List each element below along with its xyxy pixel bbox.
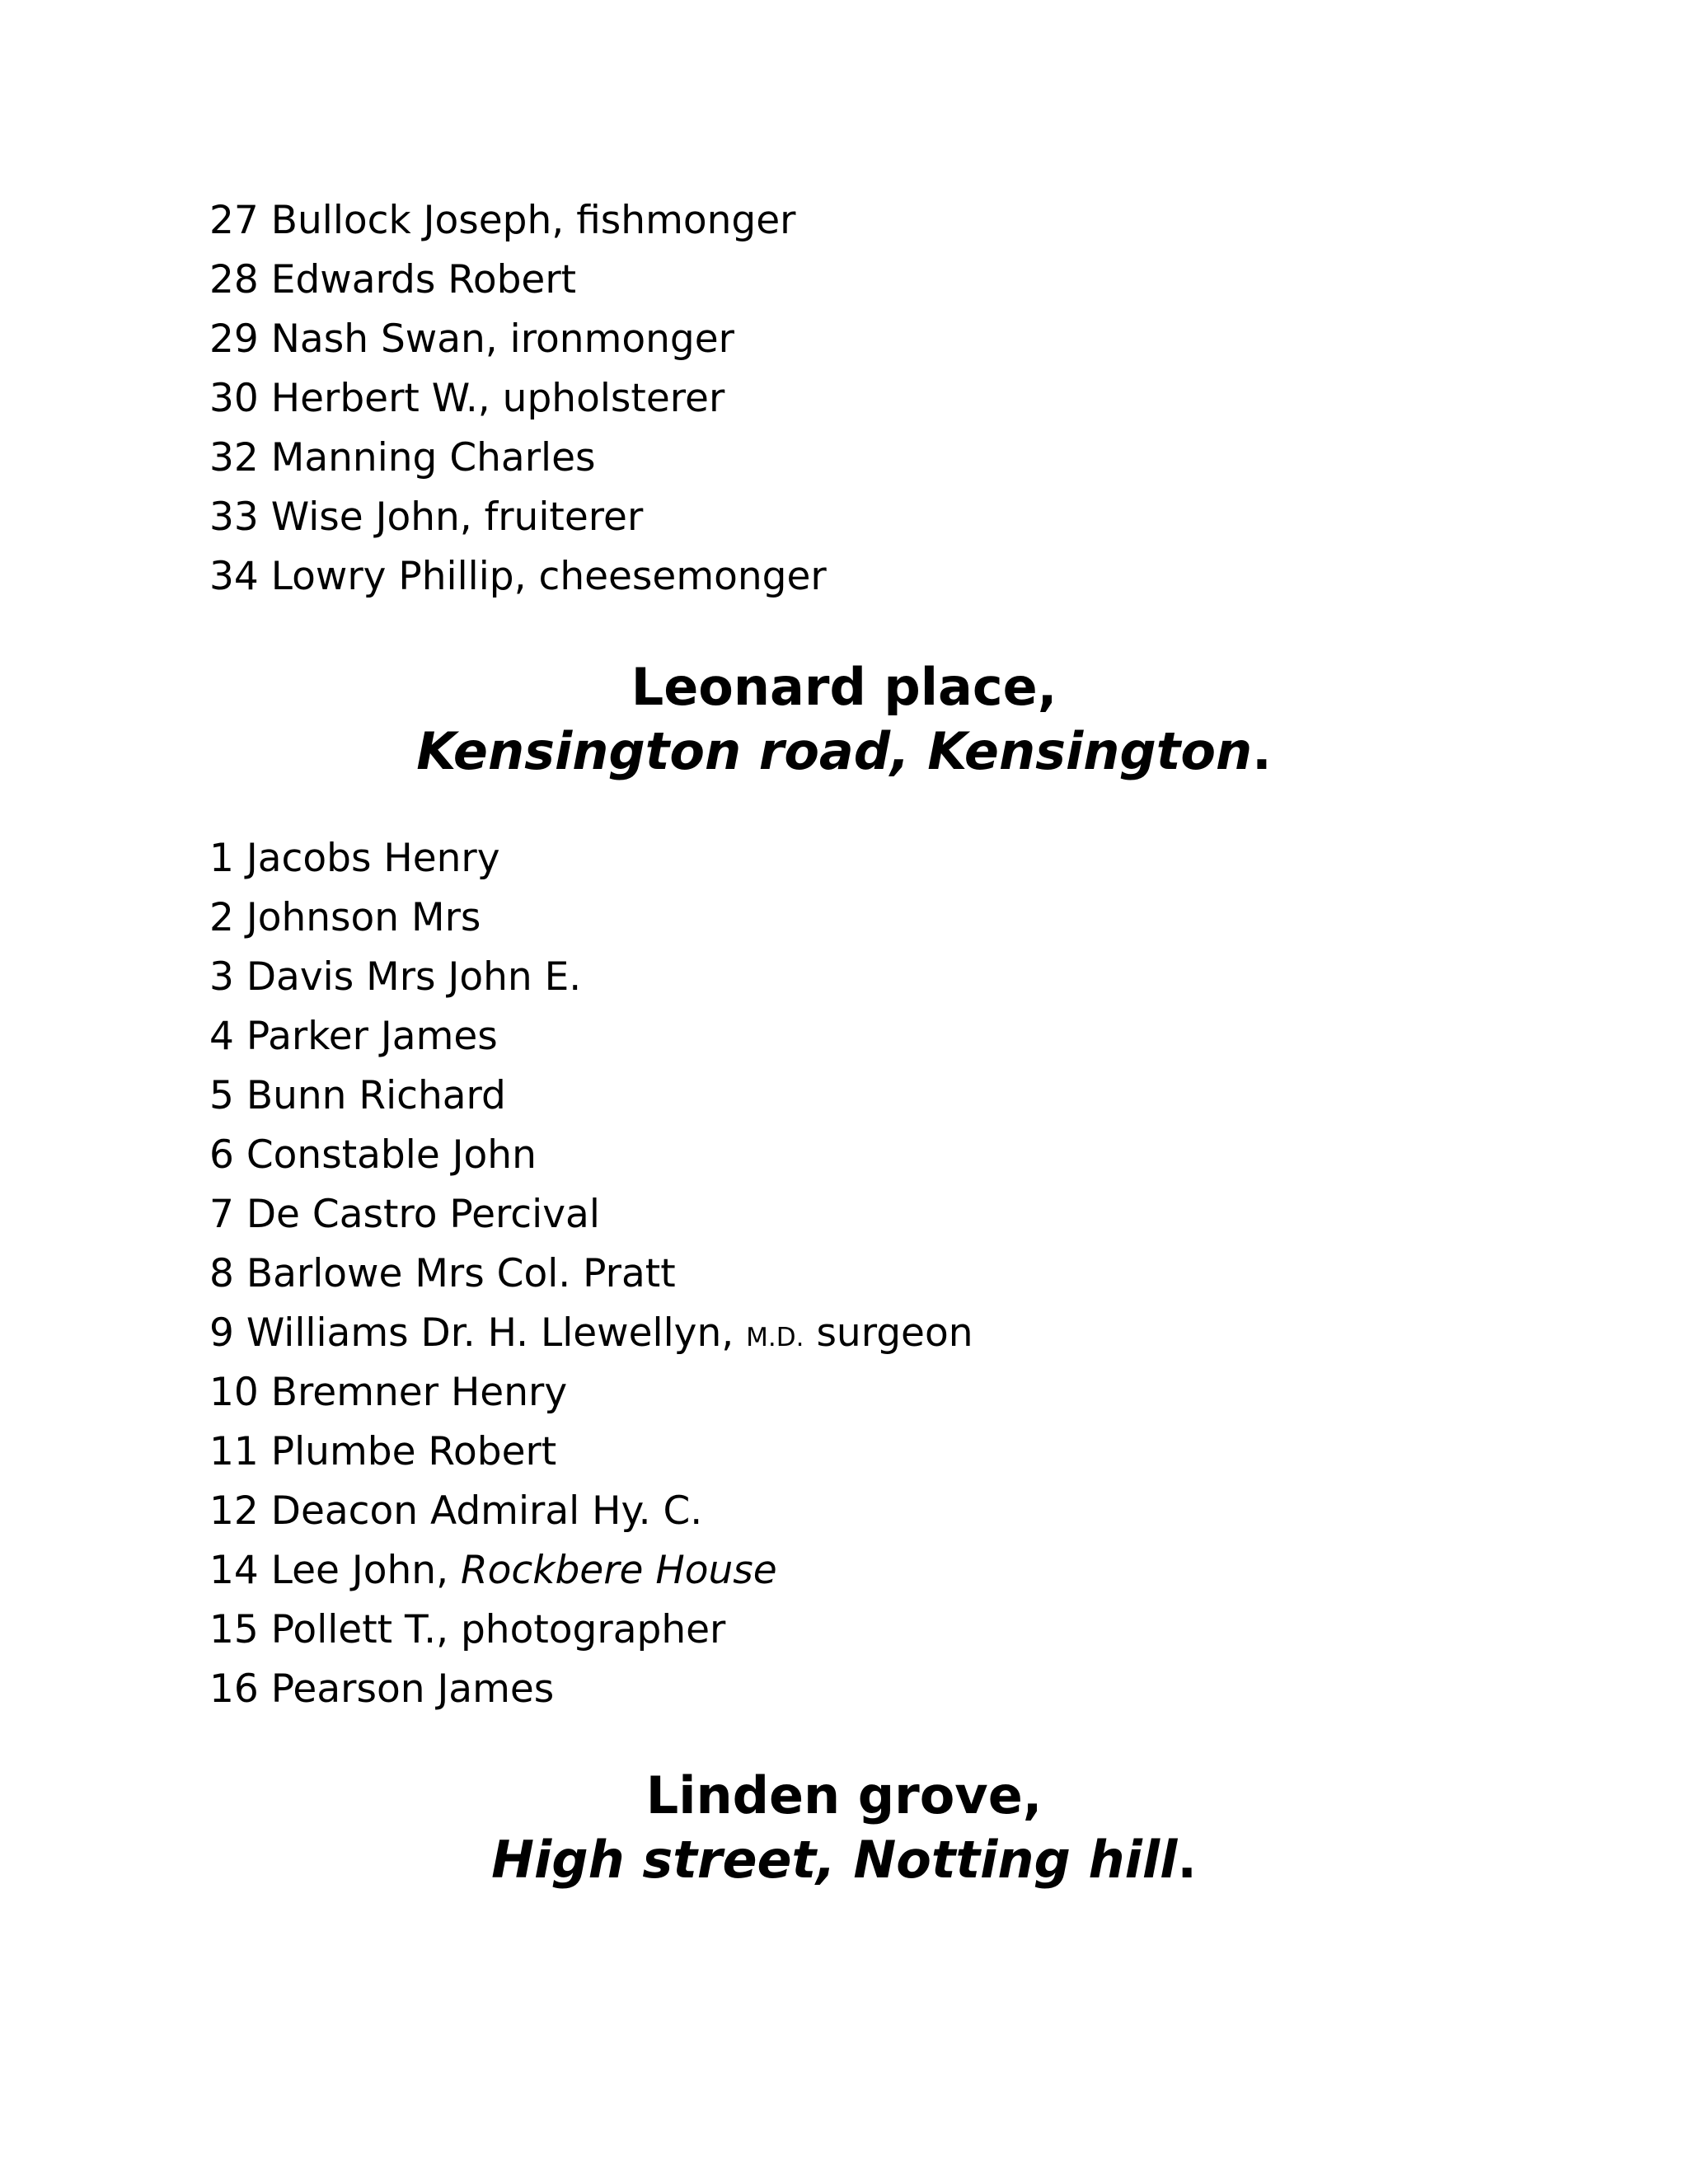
list-item: 5 Bunn Richard [209,1073,506,1118]
list-item: 28 Edwards Robert [209,257,577,302]
list-item: 27 Bullock Joseph, fishmonger [209,198,796,243]
list-item: 30 Herbert W., upholsterer [209,376,725,421]
list-item: 14 Lee John, Rockbere House [209,1548,777,1593]
list-item: 10 Bremner Henry [209,1370,568,1415]
list-item: 32 Manning Charles [209,435,596,480]
list-item: 3 Davis Mrs John E. [209,954,582,1000]
list-item: 1 Jacobs Henry [209,836,500,881]
list-item: 29 Nash Swan, ironmonger [209,316,734,362]
list-item: 7 De Castro Percival [209,1192,600,1237]
list-item: 33 Wise John, fruiterer [209,494,644,540]
list-item: 6 Constable John [209,1132,537,1178]
degree-abbreviation: M.D. [746,1323,804,1352]
section-title: Leonard place, [631,657,1057,717]
section-heading-leonard-place [0,655,1688,784]
house-name: Rockbere House [460,1548,777,1593]
list-item: 9 Williams Dr. H. Llewellyn, M.D. surgeon [209,1310,973,1356]
list-item: 11 Plumbe Robert [209,1429,557,1474]
section-subtitle-period: . [1177,1830,1197,1890]
list-item: 34 Lowry Phillip, cheesemonger [209,554,827,599]
list-item: 4 Parker James [209,1014,498,1059]
list-item: 8 Barlowe Mrs Col. Pratt [209,1251,676,1296]
residents-list-leonard-place [209,829,973,1719]
list-item: 2 Johnson Mrs [209,895,481,940]
residents-list-continued [209,191,827,607]
section-title: Linden grove, [645,1765,1043,1825]
section-heading-linden-grove [0,1764,1688,1892]
list-item: 16 Pearson James [209,1666,555,1712]
section-subtitle: High street, Notting hill [491,1830,1178,1890]
section-subtitle: Kensington road, Kensington [416,721,1253,781]
section-subtitle-period: . [1252,721,1272,781]
list-item: 12 Deacon Admiral Hy. C. [209,1488,703,1534]
list-item: 15 Pollett T., photographer [209,1607,726,1652]
